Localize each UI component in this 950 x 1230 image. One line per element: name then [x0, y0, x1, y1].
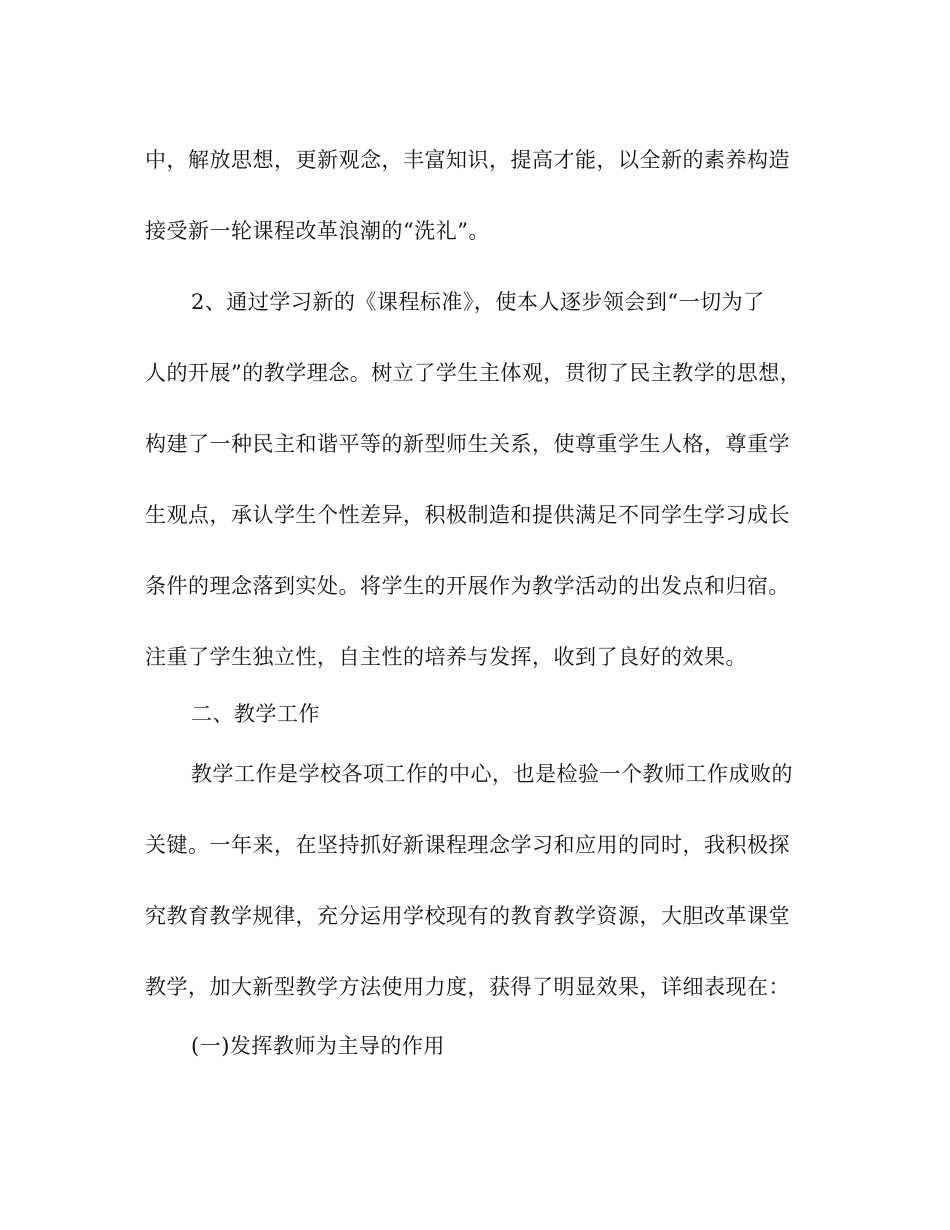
text-line: 构建了一种民主和谐平等的新型师生关系，使尊重学生人格，尊重学 — [145, 432, 790, 456]
subsection-heading: (一)发挥教师为主导的作用 — [191, 1034, 445, 1058]
text-line: 关键。一年来，在坚持抓好新课程理念学习和应用的同时，我积极探 — [145, 833, 790, 857]
text-line: 教学，加大新型教学方法使用力度，获得了明显效果，详细表现在： — [145, 975, 790, 999]
text-line: 人的开展”的教学理念。树立了学生主体观，贯彻了民主教学的思想， — [145, 361, 802, 385]
paragraph-start-line: 2、通过学习新的《课程标准》，使本人逐步领会到“一切为了 — [191, 290, 765, 314]
text-line: 接受新一轮课程改革浪潮的“洗礼”。 — [145, 219, 490, 243]
text-line: 生观点，承认学生个性差异，积极制造和提供满足不同学生学习成长 — [145, 503, 790, 527]
text-line: 注重了学生独立性，自主性的培养与发挥，收到了良好的效果。 — [145, 645, 747, 669]
text-line: 中，解放思想，更新观念，丰富知识，提高才能，以全新的素养构造 — [145, 148, 790, 172]
section-heading: 二、教学工作 — [191, 702, 320, 726]
paragraph-start-line: 教学工作是学校各项工作的中心，也是检验一个教师工作成败的 — [191, 762, 793, 786]
text-line: 究教育教学规律，充分运用学校现有的教育教学资源，大胆改革课堂 — [145, 904, 790, 928]
text-line: 条件的理念落到实处。将学生的开展作为教学活动的出发点和归宿。 — [145, 574, 790, 598]
